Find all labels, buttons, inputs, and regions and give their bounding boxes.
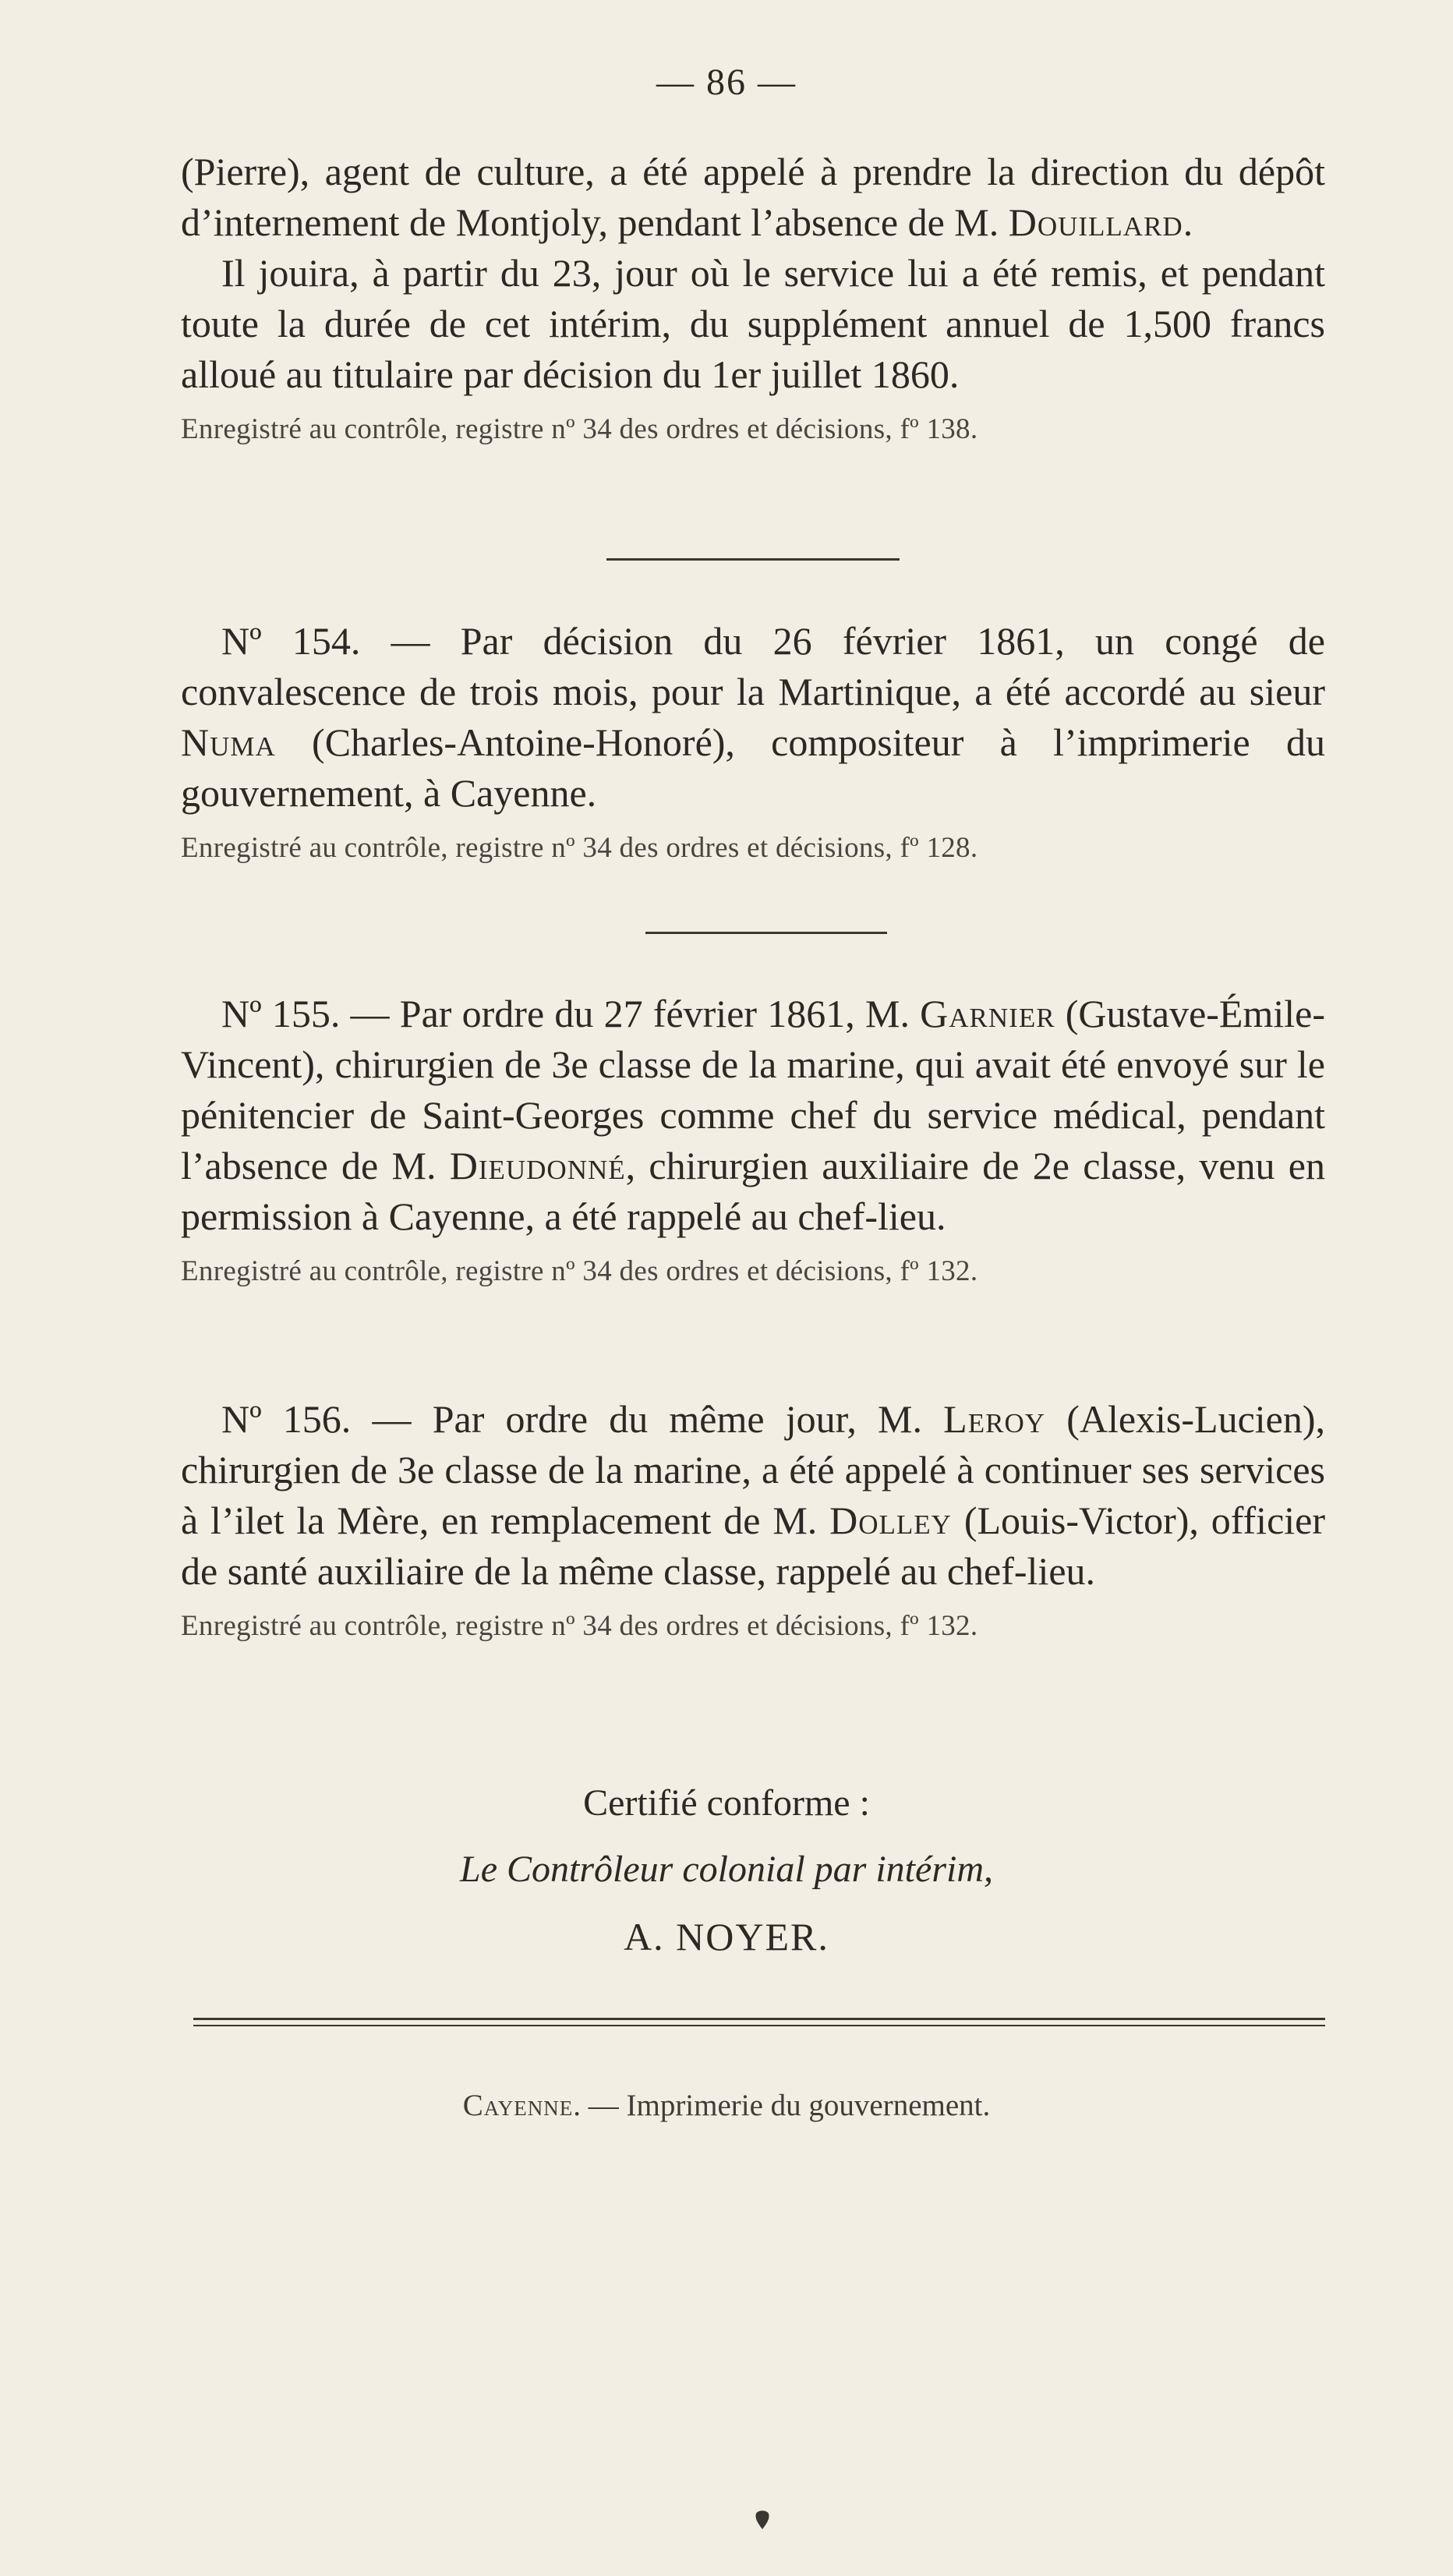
entry-text	[181, 989, 1325, 1242]
entry-text	[181, 147, 1325, 248]
person-name: Numa	[181, 720, 276, 764]
entry-text-part: .	[1183, 200, 1193, 244]
page-number: — 86 —	[656, 62, 797, 103]
registration-note: Enregistré au contrôle, registre nº 34 des ordres et décisions, fº 138.	[181, 413, 978, 445]
entry-156	[181, 1394, 1325, 1647]
ornament-icon	[755, 2509, 770, 2529]
imprint-text: . — Imprimerie du gouvernement.	[573, 2089, 991, 2122]
entry-text	[181, 1394, 1325, 1597]
entry-155	[181, 989, 1325, 1292]
entry-text-part: (Alexis-Lucien), chirurgien de 3e classe de la marine, a été appelé à continuer ses services à l’ilet la Mère, en remplacement de M.	[181, 1397, 1326, 1542]
entry-text-part: Nº 154. — Par décision du 26 février 1861, un congé de convalescence de trois mois, pour la Martinique, a été accordé au sieur	[181, 619, 1325, 713]
separator-rule	[645, 932, 887, 934]
entry-text-supplement: Il jouira, à partir du 23, jour où le service lui a été remis, et pendant toute la durée de cet intérim, du supplément annuel de 1,500 francs alloué au titulaire par décision du 1er juillet 1860.	[181, 251, 1325, 396]
person-name: Leroy	[943, 1397, 1045, 1441]
footer-rule-top	[193, 2018, 1325, 2020]
entry-text-part: (Gustave-Émile-Vincent), chirurgien de 3e classe de la marine, qui avait été envoyé sur le pénitencier de Saint-Georges comme chef du service médical, pendant l’absence de M.	[181, 992, 1325, 1187]
registration-note: Enregistré au contrôle, registre nº 34 des ordres et décisions, fº 132.	[181, 1610, 978, 1642]
entry-text-part: Nº 156. — Par ordre du même jour, M.	[221, 1397, 944, 1441]
signer-name: A. NOYER.	[624, 1915, 829, 1959]
person-name: Garnier	[920, 992, 1055, 1035]
separator-rule	[606, 558, 900, 561]
person-name: Douillard	[1008, 200, 1183, 244]
entry-text-part: (Pierre), agent de culture, a été appelé à prendre la direction du dépôt d’internement de Montjoly, pendant l’absence de M.	[181, 150, 1325, 244]
signer-title: Le Contrôleur colonial par intérim,	[460, 1849, 993, 1890]
printer-imprint	[0, 2088, 1453, 2123]
entry-text-part: (Charles-Antoine-Honoré), compositeur à l’imprimerie du gouvernement, à Cayenne.	[181, 720, 1325, 815]
registration-note: Enregistré au contrôle, registre nº 34 des ordres et décisions, fº 128.	[181, 832, 978, 864]
entry-text-part: , chirurgien auxiliaire de 2e classe, venu en permission à Cayenne, a été rappelé au chef-lieu.	[181, 1144, 1325, 1238]
entry-text	[181, 616, 1325, 819]
imprint-place: Cayenne	[462, 2089, 574, 2122]
footer-rule-bottom	[193, 2025, 1325, 2026]
entry-text-part: Nº 155. — Par ordre du 27 février 1861, M.	[221, 992, 921, 1035]
certification-line: Certifié conforme :	[583, 1782, 870, 1824]
registration-note: Enregistré au contrôle, registre nº 34 des ordres et décisions, fº 132.	[181, 1255, 978, 1287]
person-name: Dolley	[829, 1499, 952, 1542]
entry-text-part: (Louis-Victor), officier de santé auxiliaire de la même classe, rappelé au chef-lieu.	[181, 1499, 1325, 1593]
entry-continuation	[181, 147, 1325, 450]
person-name: Dieudonné	[449, 1144, 626, 1187]
entry-154	[181, 616, 1325, 869]
